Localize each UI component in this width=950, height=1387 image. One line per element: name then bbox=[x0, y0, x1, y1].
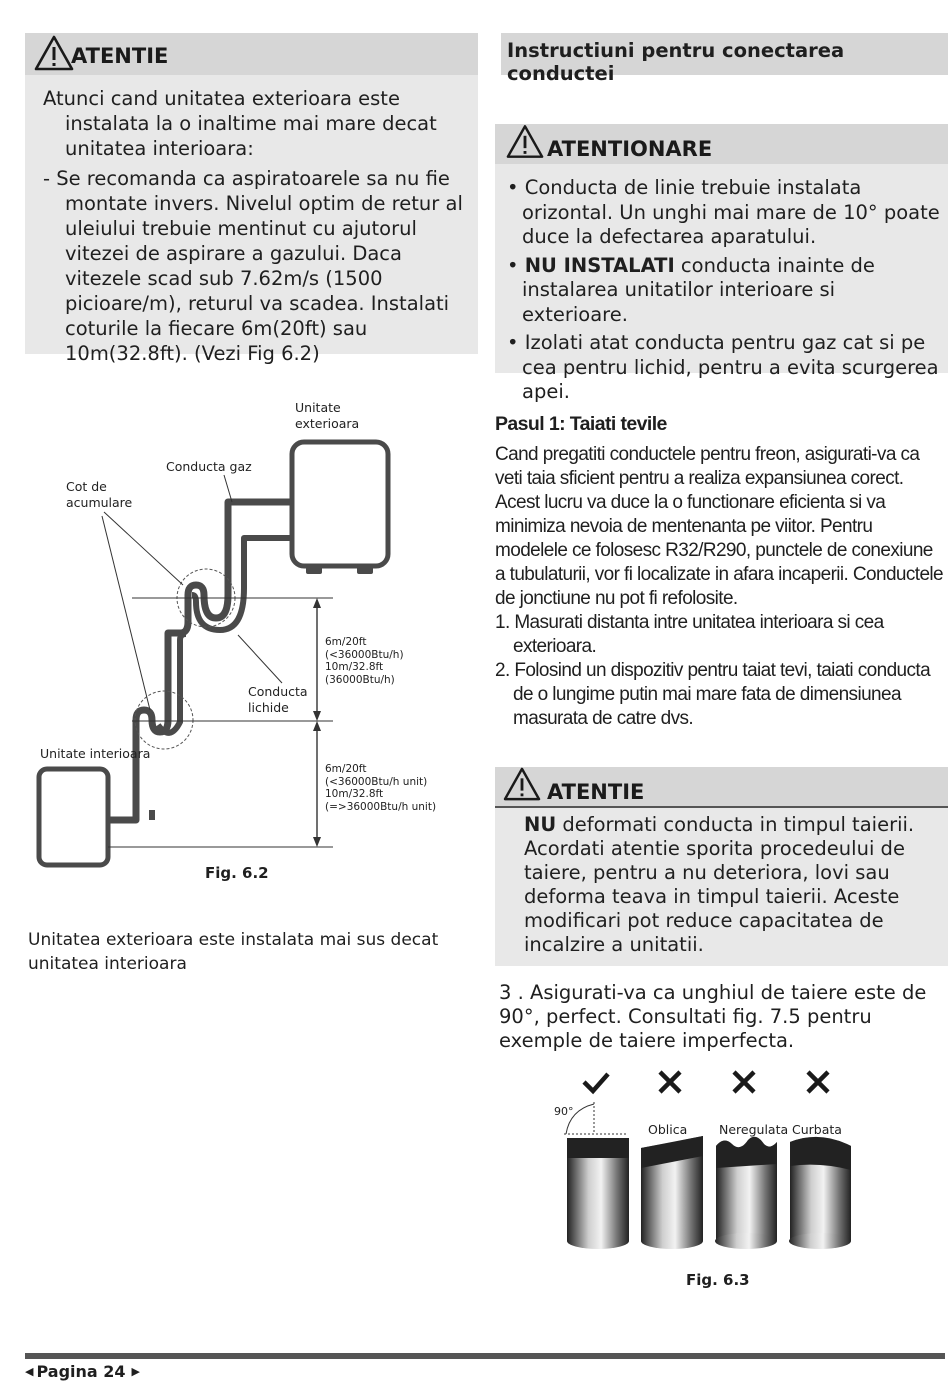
gas-pipe-label: Conducta gaz bbox=[166, 459, 252, 474]
outdoor-unit-label-1: Unitate bbox=[295, 400, 341, 415]
cross-icon bbox=[734, 1072, 754, 1092]
attention-title-left: ATENTIE bbox=[71, 44, 169, 68]
warning-icon bbox=[503, 767, 541, 801]
cross-icon bbox=[808, 1072, 828, 1092]
arrow-left-icon: ◀ bbox=[25, 1365, 34, 1378]
bullet-icon: • bbox=[507, 253, 525, 277]
warning-icon bbox=[34, 35, 74, 71]
attention-item: - Se recomanda ca aspiratoarele sa nu fie montate invers. Nivelul optim de retur al uleiului trebuie mentinut cu ajutorul vitezei de aspirare a gazului. Daca vitezele scad sub 7.62m/s (1500 picioare/m), returul va scadea. Instalati coturile la fiecare 6m(20ft) sau 10m(32.8ft). (Vezi Fig 6.2) bbox=[43, 167, 463, 365]
angle-label: 90° bbox=[554, 1105, 574, 1118]
attention-header-left bbox=[25, 33, 478, 75]
attention-header-right bbox=[495, 767, 948, 808]
trap-label-2: acumulare bbox=[66, 495, 133, 510]
warning-icon bbox=[506, 124, 544, 159]
liquid-pipe-label-1: Conducta bbox=[248, 684, 308, 699]
fig-6-2-caption: Fig. 6.2 bbox=[205, 864, 269, 882]
cut-label-oblique: Oblica bbox=[648, 1122, 688, 1137]
warning-header-right bbox=[495, 124, 948, 164]
dim-lower-1: 6m/20ft bbox=[325, 763, 367, 775]
dimension-arrow-lower bbox=[313, 721, 321, 847]
dim-upper-1: 6m/20ft bbox=[325, 636, 367, 648]
instructions-header bbox=[501, 33, 948, 85]
arrow-right-icon: ▶ bbox=[131, 1365, 140, 1378]
liquid-pipe-label-2: lichide bbox=[248, 700, 289, 715]
pipe-curved bbox=[789, 1137, 851, 1249]
pipe-oblique bbox=[641, 1136, 703, 1249]
dim-upper-3: 10m/32.8ft bbox=[325, 661, 384, 673]
step1-body: Cand pregatiti conductele pentru freon, asigurati-va ca veti taia sficient pentru a realiza expansiunea corect. Acest lucru va duce la o functionare eficienta si va minimiza nevoia de mentenanta pe viitor. Pentru modelele ce folosesc R32/R290, punctele de conexiune a tubulaturii, vor fi localizate in afara incaperii. Conductele de jonctiune nu pot fi refolosite. bbox=[495, 444, 944, 609]
dim-lower-4: (=>36000Btu/h unit) bbox=[325, 800, 437, 813]
step1-item-2: 2. Folosind un dispozitiv pentru taiat tevi, taiati conducta de o lungime putin mai mare fata de dimensiunea masurata de catre dvs. bbox=[495, 660, 931, 729]
cross-icon bbox=[660, 1072, 680, 1092]
attention-intro: Atunci cand unitatea exterioara este instalata la o inaltime mai mare decat unitatea interioara: bbox=[43, 87, 437, 160]
dim-upper-4: (36000Btu/h) bbox=[325, 673, 395, 686]
dim-upper-2: (<36000Btu/h) bbox=[325, 648, 404, 661]
footer-rule bbox=[25, 1353, 945, 1359]
warning-box-right bbox=[495, 124, 948, 403]
warning-title-right: ATENTIONARE bbox=[547, 137, 713, 161]
trap-circle-lower bbox=[135, 691, 193, 749]
attention-right-text: deformati conducta in timpul taierii. Acordati atentie sporita procedeului de taiere, pentru a nu deteriora, lovi sau deforma teava in timpul taierii. Aceste modificari pot reduce capacitatea de incalzire a unitatii. bbox=[524, 813, 915, 956]
gas-pipe bbox=[108, 502, 292, 820]
instructions-title: Instructiuni pentru conectarea conductei bbox=[507, 39, 845, 85]
indoor-unit-label: Unitate interioara bbox=[40, 746, 151, 761]
step1-item-1: 1. Masurati distanta intre unitatea interioara si cea exterioara. bbox=[495, 612, 884, 657]
outdoor-unit-label-2: exterioara bbox=[295, 416, 360, 431]
fig-6-2-note: Unitatea exterioara este instalata mai sus decat unitatea interioara bbox=[28, 930, 439, 974]
attention-right-bold: NU bbox=[524, 813, 557, 836]
pipe-cut-diagram bbox=[548, 1066, 868, 1256]
step3-text: 3 . Asigurati-va ca unghiul de taiere este de 90°, perfect. Consultati fig. 7.5 pentru exemple de taiere imperfecta. bbox=[499, 981, 927, 1052]
pipe-straight bbox=[567, 1138, 629, 1249]
bullet-icon: • bbox=[507, 331, 525, 354]
dimension-arrow-upper bbox=[313, 598, 321, 721]
attention-box-right bbox=[495, 767, 948, 966]
indoor-unit bbox=[39, 769, 108, 865]
check-icon bbox=[584, 1074, 608, 1091]
footer-page bbox=[25, 1362, 140, 1381]
fig-6-3-caption: Fig. 6.3 bbox=[686, 1271, 750, 1289]
pipe-irregular bbox=[715, 1137, 777, 1249]
cut-label-curved: Curbata bbox=[792, 1122, 842, 1137]
trap-label-1: Cot de bbox=[66, 479, 107, 494]
page-number: Pagina 24 bbox=[36, 1362, 126, 1381]
warning-bullet-2-bold: NU INSTALATI bbox=[524, 253, 675, 277]
warning-bullet-1: Conducta de linie trebuie instalata orizontal. Un unghi mai mare de 10° poate duce la defectarea aparatului. bbox=[522, 176, 940, 248]
outdoor-unit bbox=[292, 442, 388, 574]
cut-label-irregular: Neregulata bbox=[719, 1122, 789, 1137]
dim-lower-2: (<36000Btu/h unit) bbox=[325, 775, 428, 788]
warning-bullet-3: Izolati atat conducta pentru gaz cat si pe cea pentru lichid, pentru a evita scurgerea apei. bbox=[522, 331, 939, 403]
warning-bullet-2: conducta inainte de instalarea unitatilor interioare si exterioare. bbox=[522, 253, 875, 326]
attention-title-right: ATENTIE bbox=[547, 780, 645, 804]
bullet-icon: • bbox=[507, 176, 525, 199]
attention-box-left bbox=[25, 33, 478, 365]
dim-lower-3: 10m/32.8ft bbox=[325, 788, 384, 800]
step1-title: Pasul 1: Taiati tevile bbox=[495, 413, 667, 435]
